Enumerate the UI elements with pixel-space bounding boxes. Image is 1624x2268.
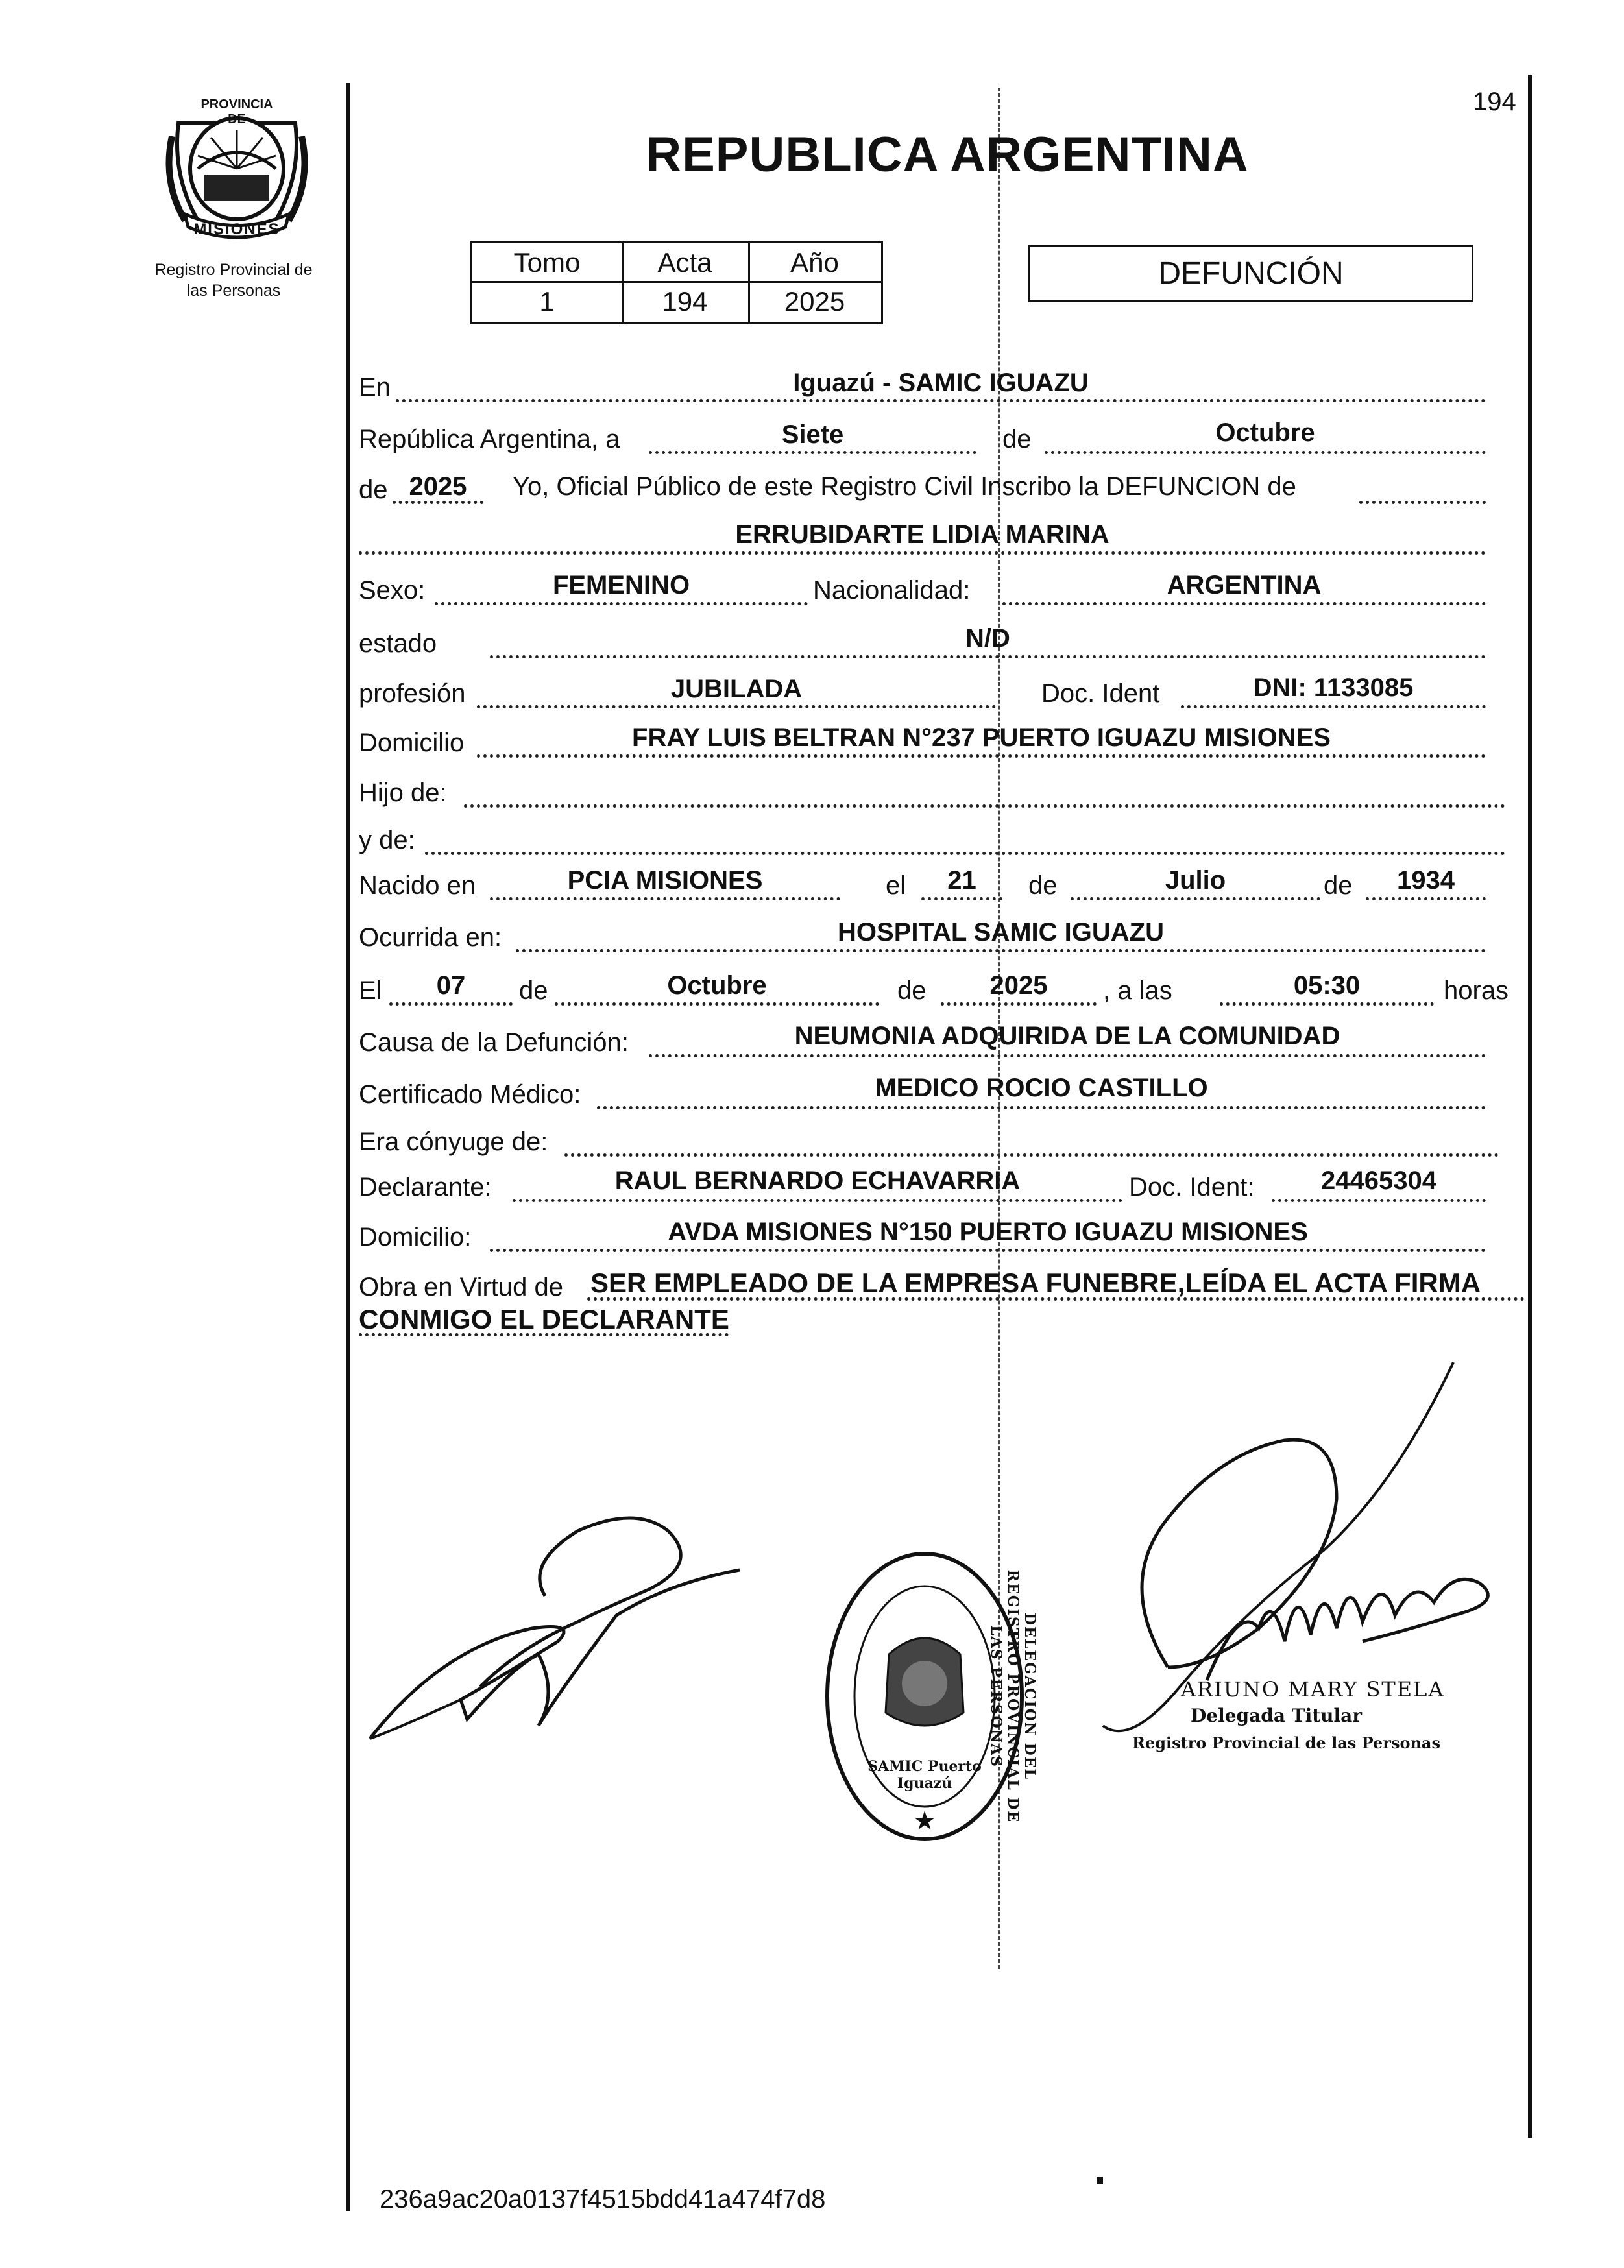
birth-day: 21 bbox=[947, 866, 976, 895]
declarante-label: Declarante: bbox=[359, 1173, 492, 1201]
conyuge-label: Era cónyuge de: bbox=[359, 1128, 548, 1156]
domicilio2-label: Domicilio: bbox=[359, 1223, 472, 1251]
domicilio2-value: AVDA MISIONES N°150 PUERTO IGUAZU MISIONES bbox=[668, 1218, 1308, 1246]
hijo-label: Hijo de: bbox=[359, 778, 447, 807]
obra-label: Obra en Virtud de bbox=[359, 1273, 564, 1301]
record-table bbox=[470, 241, 883, 324]
table-header-tomo: Tomo bbox=[513, 247, 581, 278]
officer-text: Yo, Oficial Público de este Registro Civil Inscribo la DEFUNCION de bbox=[513, 472, 1296, 501]
page-number: 194 bbox=[1473, 88, 1516, 116]
domicilio-value: FRAY LUIS BELTRAN N°237 PUERTO IGUAZU MISIONES bbox=[632, 723, 1331, 752]
obra-value-line1: SER EMPLEADO DE LA EMPRESA FUNEBRE,LEÍDA EL ACTA FIRMA bbox=[590, 1268, 1481, 1298]
table-value-tomo: 1 bbox=[539, 286, 555, 317]
left-margin-line bbox=[346, 83, 350, 2211]
doc-ident-value: DNI: 1133085 bbox=[1253, 673, 1414, 702]
yde-label: y de: bbox=[359, 826, 415, 854]
svg-text:★: ★ bbox=[913, 1807, 936, 1835]
death-year: 2025 bbox=[989, 971, 1048, 1000]
ocurrida-value: HOSPITAL SAMIC IGUAZU bbox=[838, 918, 1164, 947]
month-value: Octubre bbox=[1215, 418, 1315, 447]
document-hash: 236a9ac20a0137f4515bdd41a474f7d8 bbox=[380, 2185, 826, 2214]
birth-month: Julio bbox=[1165, 866, 1226, 895]
death-day: 07 bbox=[436, 971, 466, 1000]
official-seal bbox=[818, 1544, 1038, 1849]
de-year-label: de bbox=[359, 476, 388, 504]
deceased-name: ERRUBIDARTE LIDIA MARINA bbox=[735, 520, 1109, 549]
nacido-value: PCIA MISIONES bbox=[567, 866, 763, 895]
alas-label: , a las bbox=[1103, 976, 1172, 1005]
obra-value-line2: CONMIGO EL DECLARANTE bbox=[359, 1304, 729, 1334]
ocurrida-label: Ocurrida en: bbox=[359, 923, 502, 952]
table-value-ano: 2025 bbox=[784, 286, 845, 317]
profesion-value: JUBILADA bbox=[670, 675, 803, 703]
horas-label: horas bbox=[1444, 976, 1509, 1005]
official-title: Delegada Titular bbox=[1191, 1705, 1363, 1726]
el2-label: El bbox=[359, 976, 382, 1005]
table-header-acta: Acta bbox=[657, 247, 712, 278]
registry-name-line1: Registro Provincial de bbox=[154, 261, 313, 279]
nacido-label: Nacido en bbox=[359, 871, 476, 900]
republica-label: República Argentina, a bbox=[359, 425, 620, 453]
year-value: 2025 bbox=[409, 472, 467, 501]
death-de2-label: de bbox=[897, 976, 927, 1005]
causa-label: Causa de la Defunción: bbox=[359, 1028, 629, 1057]
table-value-acta: 194 bbox=[662, 286, 708, 317]
domicilio-label: Domicilio bbox=[359, 729, 465, 757]
declarante-value: RAUL BERNARDO ECHAVARRIA bbox=[614, 1166, 1021, 1195]
doc-ident2-value: 24465304 bbox=[1321, 1166, 1436, 1195]
birth-year: 1934 bbox=[1397, 866, 1455, 895]
page-title: REPUBLICA ARGENTINA bbox=[646, 127, 1249, 182]
official-name: ARIUNO MARY STELA bbox=[1181, 1677, 1445, 1702]
el-label: el bbox=[886, 871, 906, 900]
death-time: 05:30 bbox=[1293, 971, 1361, 1000]
official-office: Registro Provincial de las Personas bbox=[1132, 1733, 1440, 1752]
record-type-box bbox=[1028, 245, 1473, 302]
en-value: Iguazú - SAMIC IGUAZU bbox=[793, 368, 1089, 397]
certificado-value: MEDICO ROCIO CASTILLO bbox=[875, 1074, 1208, 1102]
birth-de-label: de bbox=[1028, 871, 1058, 900]
nacionalidad-value: ARGENTINA bbox=[1167, 571, 1322, 599]
estado-value: N/D bbox=[965, 624, 1010, 653]
registry-logo bbox=[159, 97, 315, 247]
logo-text-top: PROVINCIA DE bbox=[200, 97, 273, 127]
declarant-signature bbox=[363, 1479, 753, 1752]
day-value: Siete bbox=[781, 420, 844, 449]
causa-value: NEUMONIA ADQUIRIDA DE LA COMUNIDAD bbox=[794, 1022, 1340, 1050]
estado-label: estado bbox=[359, 629, 437, 658]
profesion-label: profesión bbox=[359, 679, 466, 708]
nacionalidad-label: Nacionalidad: bbox=[813, 576, 971, 605]
registry-name-line2: las Personas bbox=[186, 282, 281, 300]
birth-de2-label: de bbox=[1324, 871, 1353, 900]
record-type: DEFUNCIÓN bbox=[1158, 256, 1344, 291]
death-month: Octubre bbox=[667, 971, 767, 1000]
seal-ring-text: DELEGACION DEL REGISTRO PROVINCIAL DE LAS PERSONAS bbox=[988, 1569, 1038, 1824]
doc-ident-label: Doc. Ident bbox=[1041, 679, 1160, 708]
right-margin-line bbox=[1528, 75, 1532, 2138]
footer-dot bbox=[1097, 2177, 1103, 2184]
sexo-label: Sexo: bbox=[359, 576, 426, 605]
doc-ident2-label: Doc. Ident: bbox=[1129, 1173, 1255, 1201]
sexo-value: FEMENINO bbox=[552, 571, 690, 599]
en-label: En bbox=[359, 373, 391, 402]
death-de-label: de bbox=[519, 976, 548, 1005]
table-header-ano: Año bbox=[790, 247, 839, 278]
seal-inner-text: SAMIC Puerto Iguazú bbox=[867, 1758, 982, 1792]
certificado-label: Certificado Médico: bbox=[359, 1080, 581, 1109]
de-label: de bbox=[1002, 425, 1032, 453]
logo-text-bottom: MISIONES bbox=[193, 221, 280, 238]
